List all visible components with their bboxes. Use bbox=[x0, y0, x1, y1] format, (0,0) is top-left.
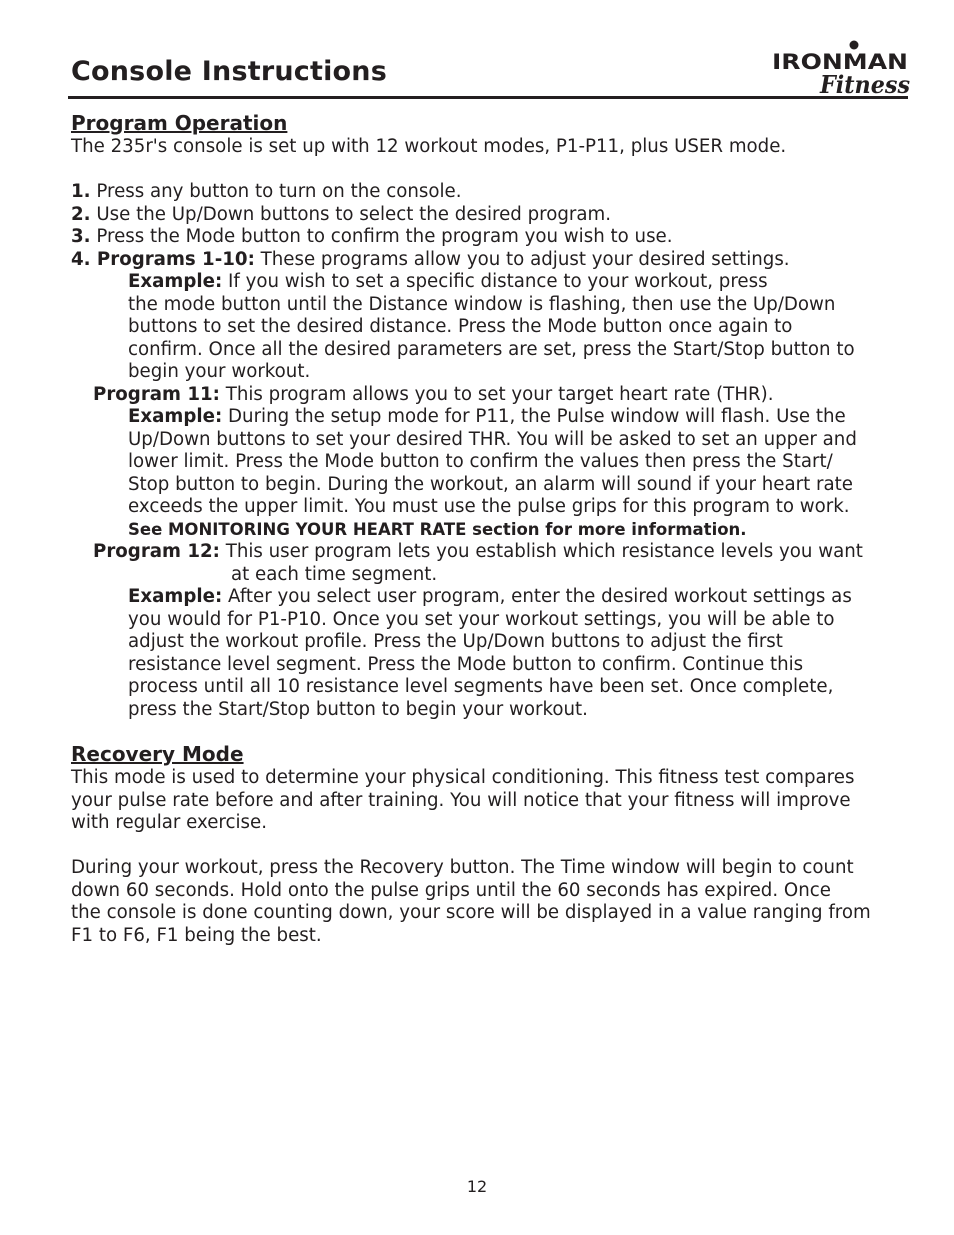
step-2: 2. Use the Up/Down buttons to select the desired program. bbox=[71, 203, 612, 225]
page-title: Console Instructions bbox=[71, 56, 387, 87]
step-1: 1. Press any button to turn on the console. bbox=[71, 181, 462, 202]
program12-example-line: adjust the workout profile. Press the Up/Down buttons to adjust the first bbox=[128, 631, 783, 652]
title-divider bbox=[68, 96, 908, 99]
example1-line: buttons to set the desired distance. Press the Mode button once again to bbox=[128, 316, 793, 337]
program11-example-line: Stop button to begin. During the workout, an alarm will sound if your heart rate bbox=[128, 473, 853, 495]
example1-line: the mode button until the Distance window is flashing, then use the Up/Down bbox=[128, 293, 836, 315]
document-body bbox=[71, 110, 916, 947]
recovery-para2-line: the console is done counting down, your score will be displayed in a value ranging from bbox=[71, 902, 871, 923]
svg-text:IRONMAN: IRONMAN bbox=[772, 50, 908, 74]
step-4: 4. Programs 1-10: These programs allow you to adjust your desired settings. bbox=[71, 248, 790, 270]
program12-example-line: resistance level segment. Press the Mode button to confirm. Continue this bbox=[128, 653, 804, 675]
program11-line: Program 11: This program allows you to set your target heart rate (THR). bbox=[93, 383, 774, 405]
program-operation-intro: The 235r's console is set up with 12 workout modes, P1-P11, plus USER mode. bbox=[71, 136, 787, 157]
recovery-para2-line: down 60 seconds. Hold onto the pulse grips until the 60 seconds has expired. Once bbox=[71, 879, 831, 901]
program11-example-line: exceeds the upper limit. You must use the pulse grips for this program to work. bbox=[128, 496, 850, 517]
ironman-fitness-logo bbox=[770, 38, 912, 98]
program12-example-line: process until all 10 resistance level segments have been set. Once complete, bbox=[128, 676, 834, 697]
recovery-para1-line: with regular exercise. bbox=[71, 812, 268, 833]
program12-example-line: Example: After you select user program, enter the desired workout settings as bbox=[128, 586, 852, 607]
recovery-para1-line: your pulse rate before and after training. You will notice that your fitness will improve bbox=[71, 789, 851, 811]
program-operation-heading: Program Operation bbox=[71, 111, 288, 135]
program11-example-line: lower limit. Press the Mode button to confirm the values then press the Start/ bbox=[128, 451, 833, 472]
program11-example-line: Up/Down buttons to set your desired THR. You will be asked to set an upper and bbox=[128, 428, 857, 450]
program12-line: Program 12: This user program lets you establish which resistance levels you want bbox=[93, 541, 863, 562]
example1-line: Example: If you wish to set a specific distance to your workout, press bbox=[128, 271, 768, 292]
program12-example-line: press the Start/Stop button to begin your workout. bbox=[128, 698, 588, 720]
ironman-logo-icon bbox=[770, 38, 912, 98]
recovery-mode-heading: Recovery Mode bbox=[71, 742, 244, 766]
program12-line-cont: at each time segment. bbox=[231, 563, 438, 585]
page-number: 12 bbox=[466, 1177, 488, 1196]
recovery-para1-line: This mode is used to determine your physical conditioning. This fitness test compares bbox=[71, 767, 855, 788]
program12-example-line: you would for P1-P10. Once you set your workout settings, you will be able to bbox=[128, 608, 835, 630]
recovery-para2-line: During your workout, press the Recovery button. The Time window will begin to count bbox=[71, 857, 854, 878]
svg-text:Fitness: Fitness bbox=[819, 70, 911, 98]
heart-rate-note: See MONITORING YOUR HEART RATE section for more information. bbox=[128, 519, 747, 539]
program11-example-line: Example: During the setup mode for P11, the Pulse window will flash. Use the bbox=[128, 406, 846, 427]
example1-line: begin your workout. bbox=[128, 361, 311, 382]
recovery-para2-line: F1 to F6, F1 being the best. bbox=[71, 924, 322, 946]
step-3: 3. Press the Mode button to confirm the program you wish to use. bbox=[71, 226, 673, 247]
example1-line: confirm. Once all the desired parameters are set, press the Start/Stop button to bbox=[128, 338, 855, 360]
